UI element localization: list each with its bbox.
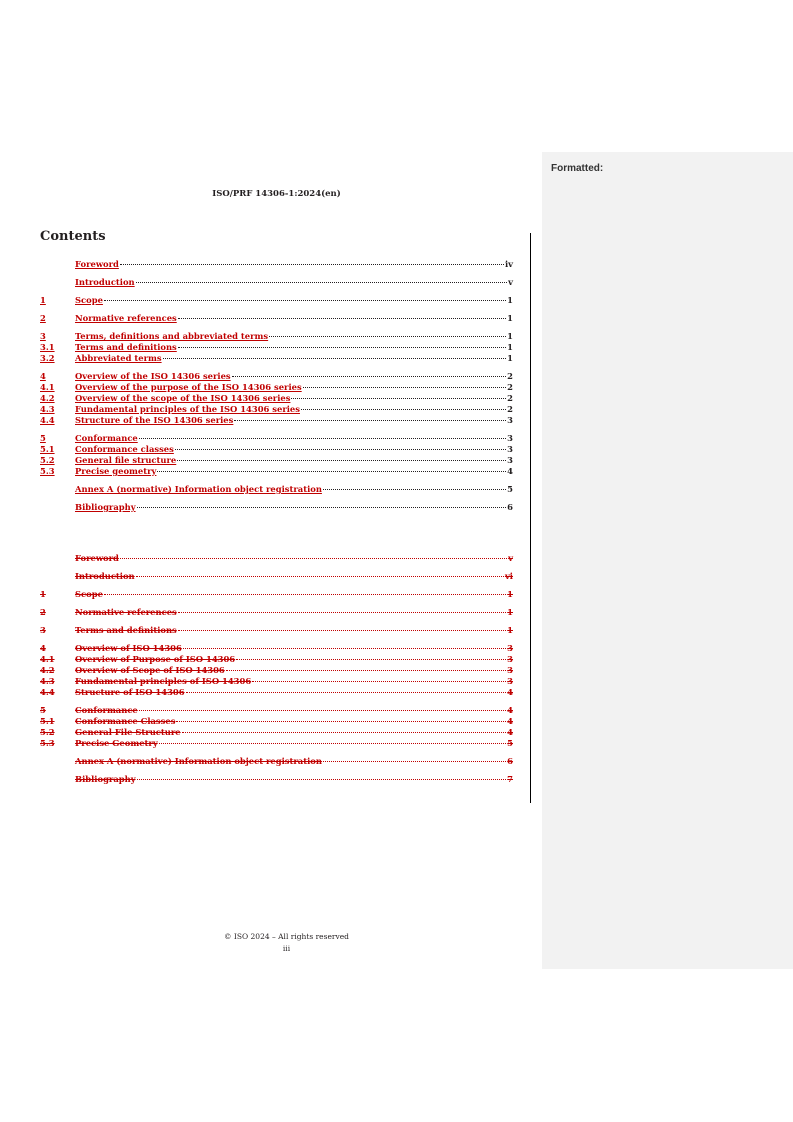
toc-entry-title: Overview of ISO 14306 — [75, 643, 182, 653]
toc-leader — [163, 358, 507, 359]
toc-entry-page: 6 — [507, 756, 513, 766]
toc-entry[interactable] — [40, 738, 513, 749]
toc-entry[interactable] — [40, 393, 513, 404]
toc-leader — [269, 336, 506, 337]
toc-entry[interactable] — [40, 553, 513, 564]
toc-entry[interactable] — [40, 665, 513, 676]
toc-entry-page: 1 — [507, 295, 513, 305]
toc-entry-title: Terms, definitions and abbreviated terms — [75, 331, 269, 341]
toc-entry-title: Bibliography — [75, 774, 136, 784]
toc-entry-page: 4 — [507, 687, 513, 697]
toc-leader — [186, 692, 507, 693]
toc-entry-title: Overview of the scope of the ISO 14306 series — [75, 393, 291, 403]
page-number: iii — [282, 944, 291, 953]
toc-entry-page: v — [508, 277, 513, 287]
comment-title: Formatted: — [551, 163, 604, 174]
toc-entry[interactable] — [40, 756, 513, 767]
toc-entry-title: Overview of Scope of ISO 14306 — [75, 665, 225, 675]
toc-entry-title: Conformance — [75, 433, 138, 443]
toc-entry-page: 2 — [507, 371, 513, 381]
toc-leader — [291, 398, 506, 399]
toc-entry-page: 3 — [507, 643, 513, 653]
toc-entry-page: 1 — [507, 589, 513, 599]
change-bar — [530, 233, 531, 803]
toc-entry-page: 6 — [507, 502, 513, 512]
toc-entry-title: Overview of the purpose of the ISO 14306 series — [75, 382, 302, 392]
toc-entry-page: iv — [504, 259, 513, 269]
toc-entry-page: 1 — [507, 353, 513, 363]
toc-entry-title: Introduction — [75, 571, 135, 581]
toc-entry-title: Foreword — [75, 553, 119, 563]
toc-entry-page: vi — [504, 571, 513, 581]
toc-entry[interactable] — [40, 444, 513, 455]
toc-entry[interactable] — [40, 716, 513, 727]
toc-entry-title: Normative references — [75, 313, 177, 323]
toc-leader — [234, 420, 506, 421]
toc-entry-number: 4.2 — [40, 393, 55, 403]
toc-entry-number: 5.1 — [40, 444, 55, 454]
toc-entry[interactable] — [40, 371, 513, 382]
toc-leader — [232, 376, 507, 377]
toc-entry[interactable] — [40, 643, 513, 654]
toc-entry-title: Annex A (normative) Information object registration — [75, 756, 322, 766]
toc-entry-title: Overview of Purpose of ISO 14306 — [75, 654, 236, 664]
toc-entry[interactable] — [40, 277, 513, 288]
toc-entry-number: 1 — [40, 295, 46, 305]
toc-leader — [178, 318, 506, 319]
toc-entry-title: Normative references — [75, 607, 177, 617]
toc-entry-page: 5 — [507, 484, 513, 494]
toc-entry-title: Annex A (normative) Information object registration — [75, 484, 322, 494]
toc-entry[interactable] — [40, 589, 513, 600]
toc-entry[interactable] — [40, 774, 513, 785]
toc-entry-page: 3 — [507, 444, 513, 454]
toc-entry-page: 4 — [507, 716, 513, 726]
toc-leader — [136, 282, 507, 283]
toc-entry[interactable] — [40, 625, 513, 636]
toc-entry-page: 4 — [507, 727, 513, 737]
toc-entry-title: Terms and definitions — [75, 625, 177, 635]
toc-entry-title: Conformance — [75, 705, 138, 715]
toc-entry-number: 5.3 — [40, 738, 55, 748]
toc-entry-page: 1 — [507, 342, 513, 352]
toc-entry-title: Structure of ISO 14306 — [75, 687, 185, 697]
toc-entry-title: Scope — [75, 589, 103, 599]
toc-entry[interactable] — [40, 331, 513, 342]
toc-entry[interactable] — [40, 466, 513, 477]
toc-entry[interactable] — [40, 455, 513, 466]
toc-entry-number: 3 — [40, 331, 46, 341]
toc-entry-number: 4.1 — [40, 654, 55, 664]
toc-entry-title: Conformance Classes — [75, 716, 176, 726]
toc-entry-page: 5 — [507, 738, 513, 748]
toc-leader — [120, 558, 507, 559]
toc-entry-number: 3.2 — [40, 353, 55, 363]
toc-entry-title: Conformance classes — [75, 444, 174, 454]
toc-entry[interactable] — [40, 607, 513, 618]
toc-entry-page: 3 — [507, 654, 513, 664]
toc-entry-page: 2 — [507, 382, 513, 392]
toc-leader — [139, 438, 506, 439]
toc-entry-number: 1 — [40, 589, 46, 599]
toc-entry-title: Overview of the ISO 14306 series — [75, 371, 231, 381]
toc-leader — [175, 449, 506, 450]
toc-entry[interactable] — [40, 654, 513, 665]
toc-entry-number: 4.3 — [40, 676, 55, 686]
toc-leader — [136, 576, 504, 577]
toc-entry-title: Precise geometry — [75, 466, 157, 476]
toc-entry-title: Abbreviated terms — [75, 353, 162, 363]
toc-entry-page: 2 — [507, 404, 513, 414]
toc-entry-number: 5.1 — [40, 716, 55, 726]
toc-entry-page: 4 — [507, 705, 513, 715]
toc-entry[interactable] — [40, 676, 513, 687]
toc-entry[interactable] — [40, 705, 513, 716]
toc-leader — [104, 594, 506, 595]
toc-leader — [137, 507, 507, 508]
toc-entry-page: 1 — [507, 331, 513, 341]
toc-entry-number: 4.2 — [40, 665, 55, 675]
toc-entry-number: 4.4 — [40, 415, 55, 425]
toc-entry-title: Fundamental principles of the ISO 14306 series — [75, 404, 300, 414]
toc-entry-number: 5.3 — [40, 466, 55, 476]
document-header: ISO/PRF 14306-1:2024(en) — [212, 189, 341, 199]
toc-entry-title: Structure of the ISO 14306 series — [75, 415, 234, 425]
toc-leader — [139, 710, 506, 711]
toc-entry-title: Bibliography — [75, 502, 136, 512]
toc-entry-number: 5 — [40, 433, 46, 443]
toc-entry[interactable] — [40, 687, 513, 698]
comment-pane — [542, 152, 793, 969]
toc-leader — [226, 670, 506, 671]
toc-entry-number: 5 — [40, 705, 46, 715]
toc-leader — [323, 489, 506, 490]
toc-entry[interactable] — [40, 484, 513, 495]
toc-leader — [176, 721, 506, 722]
toc-leader — [182, 732, 507, 733]
contents-title: Contents — [40, 229, 106, 244]
toc-entry-title: Foreword — [75, 259, 119, 269]
toc-leader — [157, 471, 506, 472]
toc-entry[interactable] — [40, 313, 513, 324]
toc-entry-number: 4 — [40, 643, 46, 653]
toc-leader — [183, 648, 506, 649]
toc-entry-title: Scope — [75, 295, 103, 305]
toc-entry-number: 2 — [40, 607, 46, 617]
toc-leader — [159, 743, 506, 744]
toc-entry-page: 1 — [507, 607, 513, 617]
toc-leader — [178, 630, 506, 631]
toc-leader — [178, 347, 506, 348]
toc-entry-number: 4.3 — [40, 404, 55, 414]
toc-leader — [252, 681, 506, 682]
toc-entry-number: 4.4 — [40, 687, 55, 697]
toc-leader — [137, 779, 507, 780]
toc-entry-title: Fundamental principles of ISO 14306 — [75, 676, 252, 686]
toc-entry[interactable] — [40, 404, 513, 415]
toc-entry-number: 5.2 — [40, 455, 55, 465]
toc-entry-title: Introduction — [75, 277, 135, 287]
toc-entry-page: 3 — [507, 455, 513, 465]
toc-entry-number: 3 — [40, 625, 46, 635]
toc-entry-title: Precise Geometry — [75, 738, 158, 748]
toc-entry-title: General File Structure — [75, 727, 181, 737]
copyright-notice: © ISO 2024 – All rights reserved — [224, 932, 349, 941]
toc-entry-page: 3 — [507, 676, 513, 686]
toc-entry-number: 5.2 — [40, 727, 55, 737]
toc-entry-page: 7 — [507, 774, 513, 784]
toc-leader — [177, 460, 506, 461]
toc-entry[interactable] — [40, 382, 513, 393]
toc-entry-number: 2 — [40, 313, 46, 323]
toc-leader — [323, 761, 506, 762]
toc-leader — [303, 387, 506, 388]
toc-entry[interactable] — [40, 727, 513, 738]
page-footer — [40, 931, 533, 955]
toc-entry[interactable] — [40, 295, 513, 306]
toc-leader — [104, 300, 506, 301]
toc-entry-title: Terms and definitions — [75, 342, 177, 352]
toc-entry[interactable] — [40, 415, 513, 426]
toc-leader — [178, 612, 506, 613]
toc-entry-page: 1 — [507, 625, 513, 635]
toc-entry-page: 3 — [507, 433, 513, 443]
toc-entry-page: 1 — [507, 313, 513, 323]
toc-entry[interactable] — [40, 571, 513, 582]
toc-leader — [236, 659, 506, 660]
toc-entry-page: v — [508, 553, 513, 563]
toc-entry-page: 3 — [507, 665, 513, 675]
toc-entry[interactable] — [40, 353, 513, 364]
toc-entry-page: 4 — [507, 466, 513, 476]
toc-entry[interactable] — [40, 433, 513, 444]
toc-entry[interactable] — [40, 259, 513, 270]
toc-entry-number: 3.1 — [40, 342, 55, 352]
toc-entry-title: General file structure — [75, 455, 177, 465]
toc-leader — [301, 409, 506, 410]
toc-entry-number: 4 — [40, 371, 46, 381]
toc-entry-page: 2 — [507, 393, 513, 403]
toc-entry-page: 3 — [507, 415, 513, 425]
toc-deleted — [40, 553, 513, 785]
toc-entry[interactable] — [40, 342, 513, 353]
toc-entry-number: 4.1 — [40, 382, 55, 392]
toc-leader — [120, 264, 504, 265]
toc-entry[interactable] — [40, 502, 513, 513]
toc-current — [40, 259, 513, 513]
